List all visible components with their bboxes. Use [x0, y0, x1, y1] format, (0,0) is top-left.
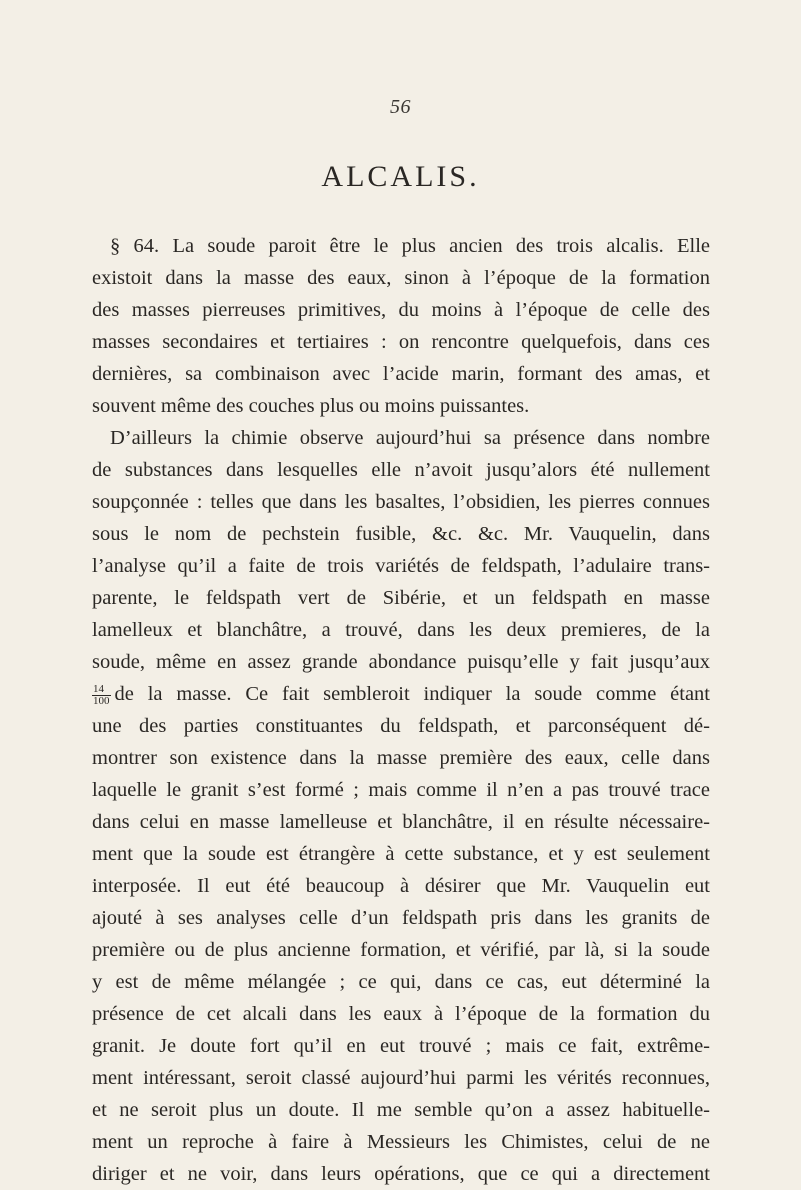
page-number: 56: [390, 96, 411, 118]
text-line-remainder: de la masse. Ce fait sembleroit indiquer la soude comme étant: [114, 683, 710, 705]
text-line: ment que la soude est étrangère à cette substance, et y est seulement: [92, 843, 710, 865]
text-line: ment un reproche à faire à Messieurs les Chimistes, celui de ne: [92, 1131, 710, 1153]
text-line: dans celui en masse lamelleuse et blanchâtre, il en résulte nécessaire-: [92, 811, 710, 833]
fraction-numerator: 14: [92, 684, 111, 696]
text-line: première ou de plus ancienne formation, et vérifié, par là, si la soude: [92, 939, 710, 961]
text-line: l’analyse qu’il a faite de trois variétés de feldspath, l’adulaire trans-: [92, 555, 710, 577]
text-line: granit. Je doute fort qu’il en eut trouvé ; mais ce fait, extrême-: [92, 1035, 710, 1057]
body-text: [92, 230, 710, 1190]
section-heading: ALCALIS.: [321, 160, 480, 193]
text-line: présence de cet alcali dans les eaux à l’époque de la formation du: [92, 1003, 710, 1025]
text-line: y est de même mélangée ; ce qui, dans ce cas, eut déterminé la: [92, 971, 710, 993]
fraction-denominator: 100: [93, 694, 110, 707]
text-line: de substances dans lesquelles elle n’avoit jusqu’alors été nullement: [92, 459, 710, 481]
text-line: diriger et ne voir, dans leurs opérations, que ce qui a directement: [92, 1163, 710, 1185]
text-line: parente, le feldspath vert de Sibérie, et un feldspath en masse: [92, 587, 710, 609]
text-line: D’ailleurs la chimie observe aujourd’hui sa présence dans nombre: [110, 427, 710, 449]
text-line: souvent même des couches plus ou moins puissantes.: [92, 395, 530, 417]
text-line: interposée. Il eut été beaucoup à désirer que Mr. Vauquelin eut: [92, 875, 710, 897]
text-line: des masses pierreuses primitives, du moins à l’époque de celle des: [92, 299, 710, 321]
text-line-with-fraction: [92, 678, 710, 710]
text-line: et ne seroit plus un doute. Il me semble qu’on a assez habituelle-: [92, 1099, 710, 1121]
text-line: soude, même en assez grande abondance puisqu’elle y fait jusqu’aux: [92, 651, 710, 673]
text-line: montrer son existence dans la masse première des eaux, celle dans: [92, 747, 710, 769]
text-line: sous le nom de pechstein fusible, &c. &c. Mr. Vauquelin, dans: [92, 523, 710, 545]
text-line: une des parties constituantes du feldspath, et parconséquent dé-: [92, 715, 710, 737]
text-line: lamelleux et blanchâtre, a trouvé, dans les deux premieres, de la: [92, 619, 710, 641]
text-line: ment intéressant, seroit classé aujourd’hui parmi les vérités reconnues,: [92, 1067, 710, 1089]
text-line: dernières, sa combinaison avec l’acide marin, formant des amas, et: [92, 363, 710, 385]
text-line: ajouté à ses analyses celle d’un feldspath pris dans les granits de: [92, 907, 710, 929]
text-line: masses secondaires et tertiaires : on rencontre quelquefois, dans ces: [92, 331, 710, 353]
text-line: laquelle le granit s’est formé ; mais comme il n’en a pas trouvé trace: [92, 779, 710, 801]
text-line: § 64. La soude paroit être le plus ancien des trois alcalis. Elle: [110, 235, 710, 257]
fraction: [92, 684, 111, 707]
text-line: soupçonnée : telles que dans les basaltes, l’obsidien, les pierres connues: [92, 491, 710, 513]
text-line: existoit dans la masse des eaux, sinon à l’époque de la formation: [92, 267, 710, 289]
